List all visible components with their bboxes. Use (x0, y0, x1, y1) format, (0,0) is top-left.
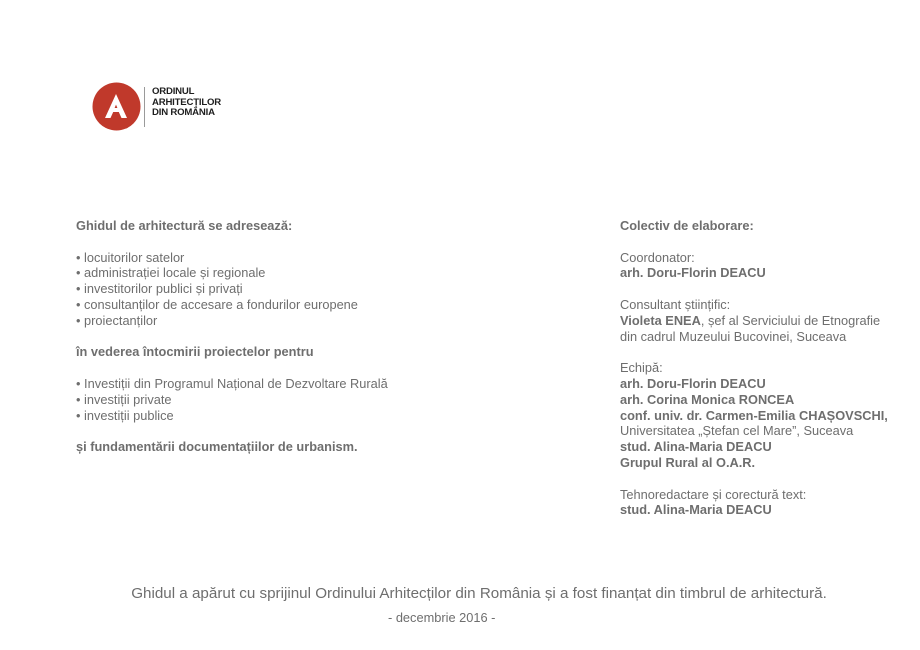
oar-logo-mark-icon (92, 82, 141, 131)
logo-circle (93, 83, 141, 131)
closing-statement: și fundamentării documentațiilor de urbanism. (76, 439, 358, 455)
audience-item: • investitorilor publici și privați (76, 281, 243, 297)
team-member-affiliation: Universitatea „Ștefan cel Mare”, Suceava (620, 423, 854, 439)
audience-item: • administrației locale și regionale (76, 265, 266, 281)
project-item: • investiții private (76, 391, 172, 407)
consultant-entry (620, 313, 915, 329)
project-item: • investiții publice (76, 407, 174, 423)
logo-wordmark (152, 87, 221, 119)
team-member: arh. Doru-Florin DEACU (620, 375, 766, 391)
consultant-role-line2: din cadrul Muzeului Bucovinei, Suceava (620, 328, 847, 344)
logo-line-2: ARHITECȚILOR (152, 96, 222, 108)
team-member: stud. Alina-Maria DEACU (620, 439, 772, 455)
audience-column (76, 218, 546, 455)
audience-item: • consultanților de accesare a fondurilor europene (76, 296, 358, 312)
team-member: arh. Corina Monica RONCEA (620, 391, 795, 407)
coordinator-name: arh. Doru-Florin DEACU (620, 265, 766, 281)
authors-column (620, 218, 915, 518)
coordinator-label: Coordonator: (620, 249, 695, 265)
footer-statement: Ghidul a apărut cu sprijinul Ordinului Arhitecților din România și a fost finanțat din timbrul de arhitectură. (131, 585, 827, 602)
purpose-heading: în vederea întocmirii proiectelor pentru (76, 344, 314, 360)
logo-separator (144, 87, 145, 127)
team-member: Grupul Rural al O.A.R. (620, 454, 756, 470)
audience-heading: Ghidul de arhitectură se adresează: (76, 218, 293, 233)
oar-logo (92, 82, 252, 134)
project-item: • Investiții din Programul Național de Dezvoltare Rurală (76, 375, 388, 391)
audience-item: • proiectanților (76, 312, 158, 328)
tech-label: Tehnoredactare și corectură text: (620, 486, 807, 502)
consultant-role: , șef al Serviciului de Etnografie (700, 312, 881, 328)
consultant-label: Consultant științific: (620, 296, 731, 312)
consultant-name: Violeta ENEA (620, 312, 701, 328)
team-label: Echipă: (620, 360, 663, 376)
team-member: conf. univ. dr. Carmen-Emilia CHAȘOVSCHI, (620, 407, 888, 423)
authors-heading: Colectiv de elaborare: (620, 218, 754, 233)
footer-date: - decembrie 2016 - (388, 610, 496, 625)
logo-line-1: ORDINUL (152, 86, 195, 97)
logo-line-3: DIN ROMÂNIA (152, 107, 215, 118)
audience-item: • locuitorilor satelor (76, 249, 185, 265)
tech-name: stud. Alina-Maria DEACU (620, 502, 772, 518)
